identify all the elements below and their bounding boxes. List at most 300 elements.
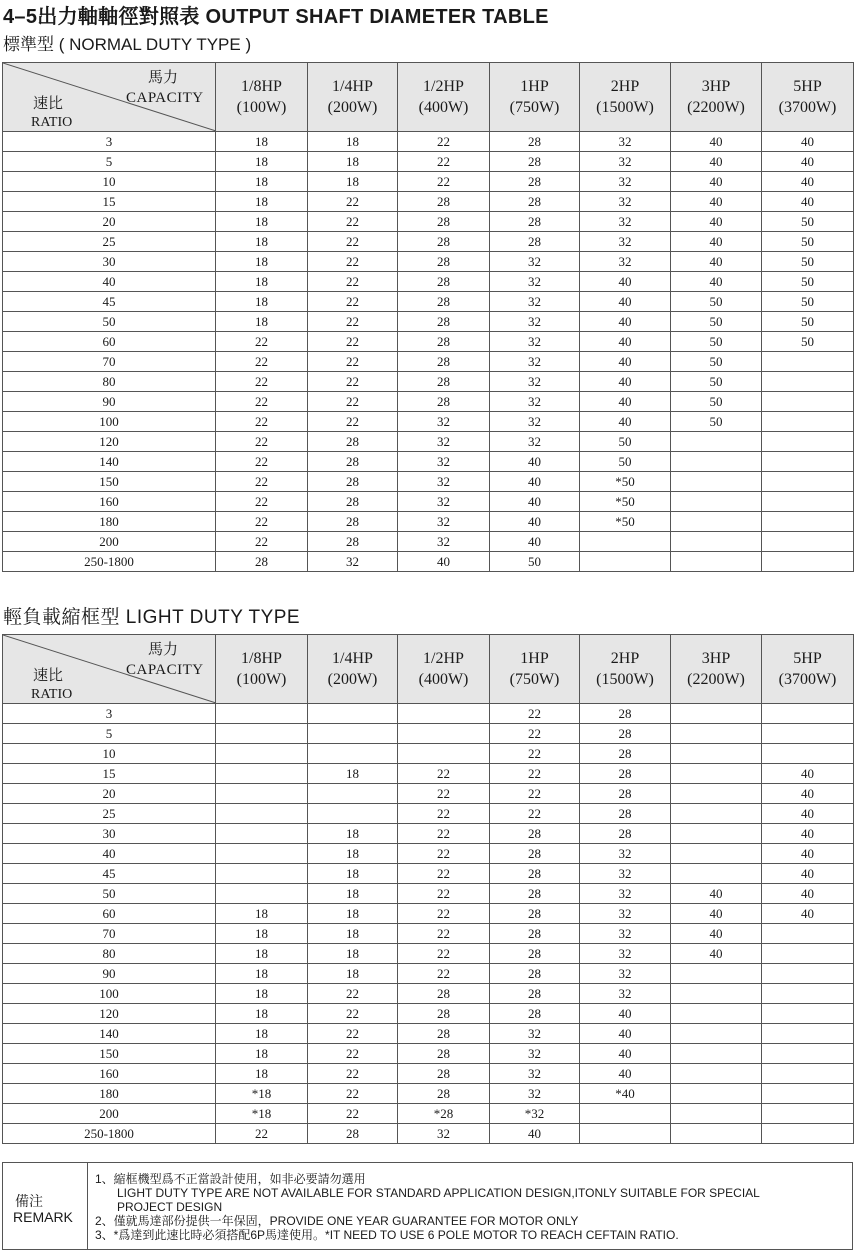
table-row bbox=[3, 132, 854, 152]
table-row bbox=[3, 232, 854, 252]
column-header: 1/2HP (400W) bbox=[398, 63, 490, 132]
shaft-diameter-cell: 50 bbox=[671, 392, 762, 412]
shaft-diameter-cell: 40 bbox=[580, 1024, 671, 1044]
shaft-diameter-cell: 40 bbox=[398, 552, 490, 572]
ratio-label-zh: 速比 bbox=[33, 95, 64, 112]
shaft-diameter-cell bbox=[671, 804, 762, 824]
table-row bbox=[3, 744, 854, 764]
ratio-cell: 3 bbox=[3, 704, 216, 724]
shaft-diameter-cell bbox=[762, 1124, 854, 1144]
shaft-diameter-cell: 40 bbox=[762, 132, 854, 152]
ratio-cell: 150 bbox=[3, 1044, 216, 1064]
table-row bbox=[3, 924, 854, 944]
shaft-diameter-cell: 28 bbox=[398, 392, 490, 412]
shaft-diameter-cell bbox=[762, 924, 854, 944]
shaft-diameter-cell bbox=[216, 744, 308, 764]
shaft-diameter-cell: 22 bbox=[216, 512, 308, 532]
shaft-diameter-cell bbox=[398, 704, 490, 724]
shaft-diameter-cell: 32 bbox=[490, 1064, 580, 1084]
shaft-diameter-cell: 40 bbox=[671, 884, 762, 904]
shaft-diameter-cell: 28 bbox=[580, 764, 671, 784]
ratio-cell: 160 bbox=[3, 1064, 216, 1084]
shaft-diameter-cell: 22 bbox=[216, 532, 308, 552]
shaft-diameter-cell: 22 bbox=[308, 1004, 398, 1024]
shaft-diameter-cell bbox=[762, 1104, 854, 1124]
ratio-cell: 20 bbox=[3, 212, 216, 232]
column-header: 1/8HP (100W) bbox=[216, 63, 308, 132]
shaft-diameter-cell: 40 bbox=[762, 824, 854, 844]
shaft-diameter-cell: 22 bbox=[398, 964, 490, 984]
table-row bbox=[3, 864, 854, 884]
shaft-diameter-cell bbox=[216, 764, 308, 784]
shaft-diameter-cell: 32 bbox=[580, 152, 671, 172]
shaft-diameter-cell: 28 bbox=[490, 944, 580, 964]
shaft-diameter-cell: 32 bbox=[398, 1124, 490, 1144]
shaft-diameter-cell bbox=[762, 724, 854, 744]
table-row bbox=[3, 1064, 854, 1084]
shaft-diameter-cell: 40 bbox=[671, 944, 762, 964]
shaft-diameter-cell: 28 bbox=[490, 904, 580, 924]
shaft-diameter-cell: 40 bbox=[580, 332, 671, 352]
shaft-diameter-cell: 18 bbox=[216, 944, 308, 964]
shaft-diameter-cell bbox=[762, 532, 854, 552]
shaft-diameter-cell: 18 bbox=[216, 152, 308, 172]
shaft-diameter-cell bbox=[762, 704, 854, 724]
shaft-diameter-cell: 32 bbox=[490, 1044, 580, 1064]
shaft-diameter-cell: 22 bbox=[398, 804, 490, 824]
ratio-label-zh: 速比 bbox=[33, 667, 64, 684]
shaft-diameter-cell: 28 bbox=[580, 784, 671, 804]
shaft-diameter-cell: 18 bbox=[308, 884, 398, 904]
shaft-diameter-cell: 40 bbox=[671, 192, 762, 212]
ratio-cell: 40 bbox=[3, 272, 216, 292]
shaft-diameter-cell bbox=[762, 512, 854, 532]
remark-label-en: REMARK bbox=[13, 1209, 73, 1225]
shaft-diameter-cell: 28 bbox=[398, 232, 490, 252]
shaft-diameter-cell: 28 bbox=[490, 824, 580, 844]
shaft-diameter-cell: 40 bbox=[490, 1124, 580, 1144]
ratio-cell: 120 bbox=[3, 432, 216, 452]
shaft-diameter-cell: 40 bbox=[580, 372, 671, 392]
ratio-cell: 5 bbox=[3, 152, 216, 172]
remark-label bbox=[3, 1163, 88, 1249]
ratio-label-en: RATIO bbox=[31, 687, 73, 702]
shaft-diameter-cell: 22 bbox=[216, 332, 308, 352]
shaft-diameter-cell: 28 bbox=[308, 452, 398, 472]
shaft-diameter-cell: 28 bbox=[490, 192, 580, 212]
shaft-diameter-cell: 28 bbox=[398, 1064, 490, 1084]
shaft-diameter-cell bbox=[216, 844, 308, 864]
table-row bbox=[3, 764, 854, 784]
column-header: 3HP (2200W) bbox=[671, 635, 762, 704]
shaft-diameter-cell: 28 bbox=[216, 552, 308, 572]
shaft-diameter-cell: 28 bbox=[398, 1004, 490, 1024]
table-header-row bbox=[3, 635, 854, 704]
shaft-diameter-cell: 50 bbox=[762, 312, 854, 332]
shaft-diameter-cell: 22 bbox=[216, 492, 308, 512]
shaft-diameter-cell: 18 bbox=[216, 292, 308, 312]
shaft-diameter-cell: 22 bbox=[398, 864, 490, 884]
column-header: 2HP (1500W) bbox=[580, 635, 671, 704]
shaft-diameter-cell bbox=[671, 492, 762, 512]
shaft-diameter-cell: 32 bbox=[308, 552, 398, 572]
shaft-diameter-cell: 32 bbox=[398, 472, 490, 492]
shaft-diameter-cell: 28 bbox=[398, 1084, 490, 1104]
shaft-diameter-cell bbox=[762, 452, 854, 472]
shaft-diameter-cell bbox=[580, 552, 671, 572]
table-row bbox=[3, 704, 854, 724]
shaft-diameter-cell: 50 bbox=[671, 312, 762, 332]
ratio-cell: 70 bbox=[3, 352, 216, 372]
ratio-cell: 100 bbox=[3, 412, 216, 432]
shaft-diameter-cell: 28 bbox=[398, 1044, 490, 1064]
shaft-diameter-cell: 22 bbox=[308, 1104, 398, 1124]
shaft-diameter-cell: 40 bbox=[580, 352, 671, 372]
shaft-diameter-cell: 28 bbox=[398, 212, 490, 232]
shaft-diameter-cell bbox=[762, 744, 854, 764]
ratio-cell: 140 bbox=[3, 1024, 216, 1044]
shaft-diameter-cell: 50 bbox=[580, 432, 671, 452]
shaft-diameter-cell bbox=[216, 704, 308, 724]
shaft-diameter-cell: 18 bbox=[216, 964, 308, 984]
table-row bbox=[3, 512, 854, 532]
remark-label-zh: 備注 bbox=[15, 1193, 43, 1209]
remark-line-1-en-cont: PROJECT DESIGN bbox=[117, 1200, 223, 1214]
ratio-cell: 10 bbox=[3, 744, 216, 764]
shaft-diameter-cell: 22 bbox=[490, 764, 580, 784]
shaft-diameter-cell: 40 bbox=[671, 172, 762, 192]
shaft-diameter-cell bbox=[671, 744, 762, 764]
ratio-cell: 40 bbox=[3, 844, 216, 864]
shaft-diameter-cell: 22 bbox=[216, 392, 308, 412]
shaft-diameter-cell: 50 bbox=[762, 252, 854, 272]
shaft-diameter-cell bbox=[580, 532, 671, 552]
shaft-diameter-cell: 50 bbox=[762, 232, 854, 252]
shaft-diameter-cell bbox=[671, 844, 762, 864]
shaft-diameter-cell: 22 bbox=[308, 1064, 398, 1084]
shaft-diameter-cell: 32 bbox=[490, 312, 580, 332]
shaft-diameter-cell bbox=[398, 744, 490, 764]
shaft-diameter-cell: *32 bbox=[490, 1104, 580, 1124]
shaft-diameter-cell: 22 bbox=[216, 1124, 308, 1144]
shaft-diameter-cell bbox=[216, 804, 308, 824]
remark-line-1-zh: 1、縮框機型爲不正當設計使用，如非必要請勿選用 bbox=[95, 1172, 366, 1186]
shaft-diameter-cell: 18 bbox=[308, 132, 398, 152]
shaft-diameter-cell: 50 bbox=[490, 552, 580, 572]
shaft-diameter-cell: 32 bbox=[398, 492, 490, 512]
shaft-diameter-cell bbox=[762, 1004, 854, 1024]
table-row bbox=[3, 1084, 854, 1104]
column-header: 1HP (750W) bbox=[490, 63, 580, 132]
shaft-diameter-cell: 18 bbox=[308, 844, 398, 864]
shaft-diameter-cell: 28 bbox=[490, 1004, 580, 1024]
header-corner-cell bbox=[3, 635, 216, 704]
shaft-diameter-cell: 40 bbox=[490, 472, 580, 492]
table-row bbox=[3, 272, 854, 292]
shaft-diameter-cell: 32 bbox=[490, 1084, 580, 1104]
shaft-diameter-cell bbox=[216, 824, 308, 844]
capacity-label-zh: 馬力 bbox=[148, 641, 179, 658]
table-row bbox=[3, 532, 854, 552]
shaft-diameter-cell: 28 bbox=[398, 312, 490, 332]
ratio-cell: 5 bbox=[3, 724, 216, 744]
shaft-diameter-cell: 32 bbox=[580, 904, 671, 924]
shaft-diameter-cell: 22 bbox=[308, 232, 398, 252]
shaft-diameter-cell: 28 bbox=[580, 744, 671, 764]
shaft-diameter-cell: 22 bbox=[308, 312, 398, 332]
table-row bbox=[3, 252, 854, 272]
column-header: 3HP (2200W) bbox=[671, 63, 762, 132]
table-row bbox=[3, 784, 854, 804]
shaft-diameter-cell: 50 bbox=[762, 272, 854, 292]
shaft-diameter-cell: *40 bbox=[580, 1084, 671, 1104]
shaft-diameter-cell: 28 bbox=[490, 172, 580, 192]
shaft-diameter-cell bbox=[671, 472, 762, 492]
shaft-diameter-cell: 18 bbox=[216, 212, 308, 232]
ratio-cell: 15 bbox=[3, 192, 216, 212]
shaft-diameter-cell: 40 bbox=[671, 924, 762, 944]
shaft-diameter-cell: *50 bbox=[580, 472, 671, 492]
shaft-diameter-cell: 18 bbox=[308, 764, 398, 784]
shaft-diameter-cell: 28 bbox=[580, 824, 671, 844]
shaft-diameter-cell: 22 bbox=[308, 1084, 398, 1104]
shaft-diameter-cell bbox=[671, 512, 762, 532]
shaft-diameter-cell bbox=[671, 1004, 762, 1024]
shaft-diameter-cell: 22 bbox=[490, 804, 580, 824]
shaft-diameter-cell: *28 bbox=[398, 1104, 490, 1124]
shaft-diameter-cell: 40 bbox=[762, 904, 854, 924]
shaft-diameter-cell: 32 bbox=[580, 172, 671, 192]
shaft-diameter-cell bbox=[308, 724, 398, 744]
shaft-diameter-cell: 40 bbox=[671, 232, 762, 252]
ratio-cell: 180 bbox=[3, 512, 216, 532]
shaft-diameter-cell bbox=[671, 984, 762, 1004]
shaft-diameter-cell: 40 bbox=[762, 784, 854, 804]
shaft-diameter-cell bbox=[671, 1044, 762, 1064]
shaft-diameter-cell: 22 bbox=[490, 744, 580, 764]
shaft-diameter-cell: 22 bbox=[398, 764, 490, 784]
shaft-diameter-cell: 28 bbox=[308, 492, 398, 512]
shaft-diameter-cell bbox=[671, 432, 762, 452]
shaft-diameter-cell bbox=[762, 964, 854, 984]
table-row bbox=[3, 492, 854, 512]
shaft-diameter-cell bbox=[671, 1104, 762, 1124]
remark-line-1-en: LIGHT DUTY TYPE ARE NOT AVAILABLE FOR STANDARD APPLICATION DESIGN,ITONLY SUITABLE FOR SPECIAL bbox=[117, 1186, 760, 1200]
shaft-diameter-cell: 40 bbox=[762, 192, 854, 212]
shaft-diameter-cell: 18 bbox=[216, 192, 308, 212]
shaft-diameter-cell: 32 bbox=[490, 372, 580, 392]
column-header: 1/4HP (200W) bbox=[308, 63, 398, 132]
shaft-diameter-cell bbox=[762, 372, 854, 392]
shaft-diameter-cell: 18 bbox=[216, 252, 308, 272]
remark-text bbox=[95, 1172, 760, 1242]
shaft-diameter-cell: 28 bbox=[398, 272, 490, 292]
shaft-diameter-cell bbox=[671, 1124, 762, 1144]
shaft-diameter-cell: 28 bbox=[398, 984, 490, 1004]
shaft-diameter-cell bbox=[580, 1104, 671, 1124]
shaft-diameter-cell: 32 bbox=[398, 432, 490, 452]
shaft-diameter-cell: 28 bbox=[398, 332, 490, 352]
shaft-diameter-cell bbox=[671, 1024, 762, 1044]
table-row bbox=[3, 432, 854, 452]
shaft-diameter-cell: 22 bbox=[308, 212, 398, 232]
shaft-diameter-cell: 32 bbox=[580, 212, 671, 232]
shaft-diameter-cell: 40 bbox=[580, 272, 671, 292]
table-row bbox=[3, 964, 854, 984]
shaft-diameter-cell: 40 bbox=[580, 1064, 671, 1084]
shaft-diameter-cell: 22 bbox=[216, 372, 308, 392]
ratio-cell: 30 bbox=[3, 824, 216, 844]
column-header: 5HP (3700W) bbox=[762, 63, 854, 132]
shaft-diameter-cell: 50 bbox=[762, 332, 854, 352]
shaft-diameter-cell: 40 bbox=[671, 212, 762, 232]
shaft-diameter-cell: 40 bbox=[762, 804, 854, 824]
shaft-diameter-cell: 28 bbox=[490, 884, 580, 904]
shaft-diameter-cell: 50 bbox=[580, 452, 671, 472]
normal-duty-table bbox=[2, 62, 854, 572]
ratio-cell: 25 bbox=[3, 804, 216, 824]
ratio-cell: 90 bbox=[3, 964, 216, 984]
shaft-diameter-cell: *18 bbox=[216, 1084, 308, 1104]
shaft-diameter-cell: 22 bbox=[308, 332, 398, 352]
shaft-diameter-cell: 40 bbox=[762, 172, 854, 192]
shaft-diameter-cell: 18 bbox=[308, 152, 398, 172]
shaft-diameter-cell: 28 bbox=[490, 132, 580, 152]
table-row bbox=[3, 312, 854, 332]
table-row bbox=[3, 212, 854, 232]
table-row bbox=[3, 192, 854, 212]
table-row bbox=[3, 904, 854, 924]
table-row bbox=[3, 552, 854, 572]
shaft-diameter-cell: 40 bbox=[580, 1004, 671, 1024]
ratio-cell: 50 bbox=[3, 312, 216, 332]
shaft-diameter-cell: 40 bbox=[580, 392, 671, 412]
shaft-diameter-cell bbox=[216, 884, 308, 904]
shaft-diameter-cell bbox=[762, 984, 854, 1004]
shaft-diameter-cell: 22 bbox=[398, 944, 490, 964]
column-header: 5HP (3700W) bbox=[762, 635, 854, 704]
ratio-cell: 200 bbox=[3, 532, 216, 552]
table-row bbox=[3, 1104, 854, 1124]
shaft-diameter-cell: 28 bbox=[398, 372, 490, 392]
shaft-diameter-cell: 40 bbox=[580, 412, 671, 432]
shaft-diameter-cell bbox=[762, 432, 854, 452]
shaft-diameter-cell: 22 bbox=[398, 132, 490, 152]
table-row bbox=[3, 292, 854, 312]
capacity-label-en: CAPACITY bbox=[126, 662, 204, 678]
light-duty-table bbox=[2, 634, 854, 1144]
shaft-diameter-cell: 28 bbox=[308, 432, 398, 452]
shaft-diameter-cell: 22 bbox=[216, 352, 308, 372]
remark-line-3: 3、*爲達到此速比時必須搭配6P馬達使用。*IT NEED TO USE 6 POLE MOTOR TO REACH CEFTAIN RATIO. bbox=[95, 1228, 679, 1242]
shaft-diameter-cell: 28 bbox=[308, 532, 398, 552]
column-header: 1/2HP (400W) bbox=[398, 635, 490, 704]
page-title: 4–5出力軸軸徑對照表 OUTPUT SHAFT DIAMETER TABLE bbox=[3, 6, 549, 28]
shaft-diameter-cell bbox=[308, 744, 398, 764]
shaft-diameter-cell: 28 bbox=[580, 724, 671, 744]
ratio-cell: 45 bbox=[3, 864, 216, 884]
ratio-cell: 15 bbox=[3, 764, 216, 784]
shaft-diameter-cell: 22 bbox=[308, 192, 398, 212]
shaft-diameter-cell: 22 bbox=[490, 784, 580, 804]
shaft-diameter-cell bbox=[762, 1044, 854, 1064]
shaft-diameter-cell: 28 bbox=[308, 472, 398, 492]
ratio-cell: 100 bbox=[3, 984, 216, 1004]
shaft-diameter-cell bbox=[671, 764, 762, 784]
shaft-diameter-cell bbox=[671, 1064, 762, 1084]
shaft-diameter-cell: 18 bbox=[308, 964, 398, 984]
shaft-diameter-cell: 22 bbox=[398, 152, 490, 172]
column-header: 1/4HP (200W) bbox=[308, 635, 398, 704]
shaft-diameter-cell: 22 bbox=[308, 292, 398, 312]
shaft-diameter-cell: 28 bbox=[398, 352, 490, 372]
ratio-cell: 120 bbox=[3, 1004, 216, 1024]
shaft-diameter-cell: 32 bbox=[398, 512, 490, 532]
shaft-diameter-cell: 28 bbox=[490, 924, 580, 944]
shaft-diameter-cell: 40 bbox=[762, 844, 854, 864]
shaft-diameter-cell: 28 bbox=[398, 292, 490, 312]
ratio-cell: 180 bbox=[3, 1084, 216, 1104]
light-duty-subtitle: 輕負載縮框型 LIGHT DUTY TYPE bbox=[3, 607, 301, 628]
shaft-diameter-cell: 32 bbox=[580, 884, 671, 904]
shaft-diameter-cell bbox=[671, 784, 762, 804]
shaft-diameter-cell: 32 bbox=[580, 864, 671, 884]
shaft-diameter-cell bbox=[762, 392, 854, 412]
shaft-diameter-cell: 32 bbox=[398, 532, 490, 552]
shaft-diameter-cell: 32 bbox=[580, 252, 671, 272]
shaft-diameter-cell: 18 bbox=[216, 312, 308, 332]
shaft-diameter-cell: 40 bbox=[762, 884, 854, 904]
shaft-diameter-cell: 40 bbox=[762, 864, 854, 884]
shaft-diameter-cell: 22 bbox=[398, 784, 490, 804]
table-row bbox=[3, 724, 854, 744]
table-row bbox=[3, 452, 854, 472]
table-row bbox=[3, 372, 854, 392]
shaft-diameter-cell: 18 bbox=[216, 1044, 308, 1064]
ratio-cell: 90 bbox=[3, 392, 216, 412]
shaft-diameter-cell: 40 bbox=[490, 492, 580, 512]
shaft-diameter-cell bbox=[671, 964, 762, 984]
ratio-cell: 50 bbox=[3, 884, 216, 904]
table-row bbox=[3, 152, 854, 172]
shaft-diameter-cell: 40 bbox=[490, 452, 580, 472]
ratio-cell: 80 bbox=[3, 944, 216, 964]
shaft-diameter-cell: 28 bbox=[308, 512, 398, 532]
shaft-diameter-cell: 50 bbox=[671, 292, 762, 312]
shaft-diameter-cell: 18 bbox=[308, 172, 398, 192]
table-row bbox=[3, 1004, 854, 1024]
shaft-diameter-cell: *50 bbox=[580, 512, 671, 532]
shaft-diameter-cell: 22 bbox=[308, 412, 398, 432]
shaft-diameter-cell: 32 bbox=[580, 192, 671, 212]
shaft-diameter-cell: 22 bbox=[398, 884, 490, 904]
shaft-diameter-cell: 18 bbox=[216, 1004, 308, 1024]
shaft-diameter-cell: 40 bbox=[762, 764, 854, 784]
ratio-cell: 60 bbox=[3, 332, 216, 352]
shaft-diameter-cell: 32 bbox=[490, 292, 580, 312]
shaft-diameter-cell: 22 bbox=[308, 272, 398, 292]
shaft-diameter-cell: 32 bbox=[490, 392, 580, 412]
table-row bbox=[3, 1044, 854, 1064]
shaft-diameter-cell: 22 bbox=[398, 824, 490, 844]
shaft-diameter-cell: 18 bbox=[308, 864, 398, 884]
shaft-diameter-cell: 32 bbox=[490, 432, 580, 452]
capacity-label-en: CAPACITY bbox=[126, 90, 204, 106]
shaft-diameter-cell: 32 bbox=[580, 132, 671, 152]
table-row bbox=[3, 472, 854, 492]
table-row bbox=[3, 1024, 854, 1044]
shaft-diameter-cell: 22 bbox=[398, 844, 490, 864]
